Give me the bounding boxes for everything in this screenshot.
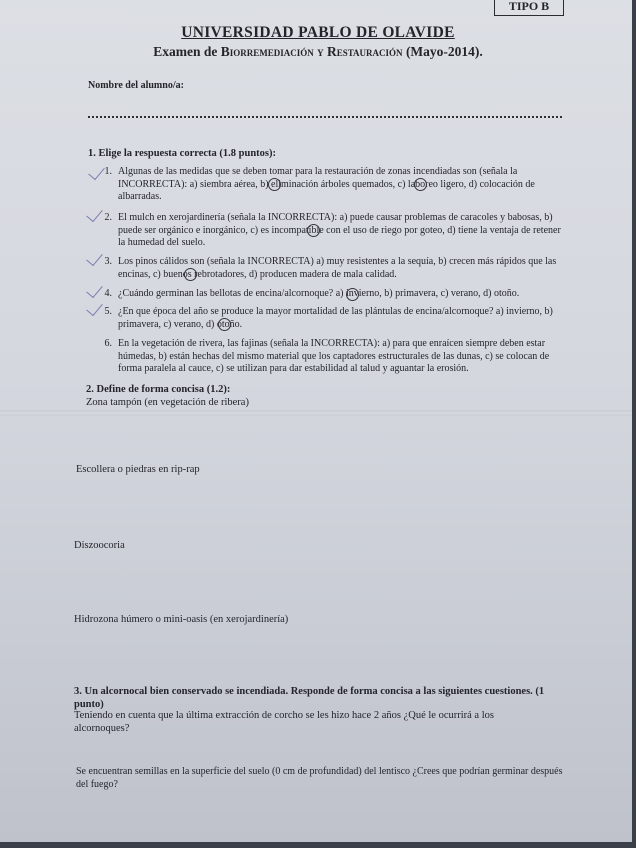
question-text: ¿Cuándo germinan las bellotas de encina/alcornoque? a) invierno, b) primavera, c) verano, d) otoño. bbox=[118, 288, 520, 299]
question-number: 5. bbox=[104, 306, 112, 317]
question-text: En la vegetación de rivera, las fajinas (señala la INCORRECTA): a) para que enraícen siempre deben estar húmedas, b) están hechas del mismo material que los captadores estructurales de las dunas, c) se colocan de forma paralela al cauce, c) se utilizan para dar estabilidad al talud y aguantar la erosión. bbox=[118, 338, 550, 374]
question-number: 3. bbox=[104, 256, 112, 267]
definition-term: Escollera o piedras en rip-rap bbox=[76, 464, 200, 475]
exam-title-prefix: Examen de bbox=[153, 44, 221, 59]
answer-circle bbox=[184, 268, 197, 281]
answer-circle bbox=[268, 178, 281, 191]
exam-title-suffix: (Mayo-2014). bbox=[402, 44, 483, 59]
question-text: Algunas de las medidas que se deben tomar para la restauración de zonas incendiadas son (señala la INCORRECTA): a) siembra aérea, b) eliminación árboles quemados, c) laboreo ligero, d) colocación de albarradas. bbox=[118, 166, 535, 202]
section-3-question-2: Se encuentran semillas en la superficie del suelo (0 cm de profundidad) del lentisco ¿Crees que podrían germinar después del fuego? bbox=[76, 766, 563, 790]
answer-circle bbox=[307, 224, 320, 237]
question-text: El mulch en xerojardinería (señala la INCORRECTA): a) puede causar problemas de caracoles y babosas, b) puede ser orgánico e inorgánico, c) es incompatible con el uso de riego por goteo, d) tiene la ventaja de retener la humedad del suelo. bbox=[118, 212, 561, 248]
section-3-title: 3. Un alcornocal bien conservado se incendiada. Responde de forma concisa a las siguientes cuestiones. (1 punto) bbox=[74, 686, 545, 710]
student-name-line[interactable] bbox=[88, 116, 562, 118]
section-2-title: 2. Define de forma concisa (1.2): bbox=[86, 384, 231, 395]
exam-title bbox=[0, 44, 632, 60]
university-title: UNIVERSIDAD PABLO DE OLAVIDE bbox=[181, 24, 455, 41]
question-number: 2. bbox=[104, 212, 112, 223]
question-text: ¿En que época del año se produce la mayor mortalidad de las plántulas de encina/alcornoque? a) invierno, b) primavera, c) verano, d) otoño. bbox=[118, 306, 553, 330]
answer-circle bbox=[346, 288, 359, 301]
question-text: Los pinos cálidos son (señala la INCORRECTA) a) muy resistentes a la sequía, b) crecen más rápidos que las encinas, c) buenos rebrotadores, d) producen madera de mala calidad. bbox=[118, 256, 557, 280]
exam-type-box: TIPO B bbox=[494, 0, 564, 16]
question-number: 4. bbox=[104, 288, 112, 299]
answer-circle bbox=[218, 318, 231, 331]
answer-circle bbox=[414, 178, 427, 191]
student-name-label: Nombre del alumno/a: bbox=[88, 80, 184, 91]
question-number: 1. bbox=[104, 166, 112, 177]
section-1-title: 1. Elige la respuesta correcta (1.8 puntos): bbox=[88, 148, 277, 159]
section-3-question-1: Teniendo en cuenta que la última extracción de corcho se les hizo hace 2 años ¿Qué le ocurrirá a los alcornoques? bbox=[74, 710, 494, 734]
question-number: 6. bbox=[104, 338, 112, 349]
definition-term: Zona tampón (en vegetación de ribera) bbox=[86, 397, 249, 408]
definition-term: Hidrozona húmero o mini-oasis (en xerojardinería) bbox=[74, 614, 289, 625]
exam-title-subject: Biorremediación y Restauración bbox=[220, 44, 403, 59]
definition-term: Diszoocoria bbox=[74, 540, 125, 551]
